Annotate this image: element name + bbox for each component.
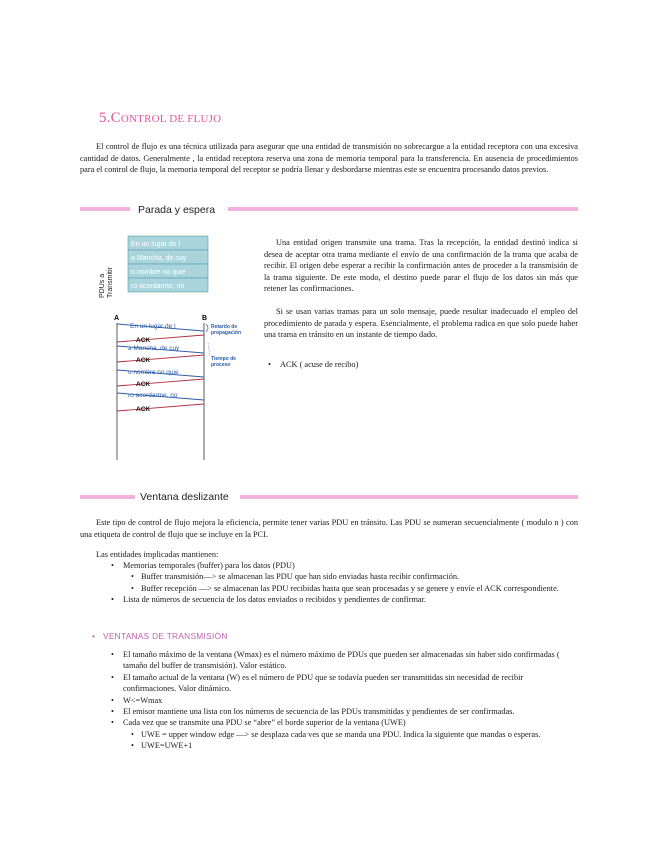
stack-item: a Mancha, de cuy — [131, 255, 187, 262]
list-item: • Lista de números de secuencia de los datos enviados o recibidos y pendientes de confirmar. — [111, 595, 426, 605]
ventanas-heading: • VENTANAS DE TRANSMISIÓN — [92, 631, 228, 641]
parada-paragraph-1: Una entidad origen transmite una trama. Tras la recepción, la entidad destinó indica si desea de aceptar otra trama mediante el envío de una confirmación de la trama que acaba de recibir. El origen debe esperar a recibir la confirmación antes de proceder a la transmisión de la trama siguiente. De este modo, el destino puede parar el flujo de los datos sin más que retener las confirmaciones. — [264, 238, 578, 294]
parada-paragraph-2: Si se usan varias tramas para un solo mensaje, puede resultar inadecuado el empleo del procedimiento de parada y espera. Esencialmente, el problema radica en que solo puede haber una trama en tránsito en un instante de tiempo dado. — [264, 307, 578, 340]
list-item: • Buffer transmisión—> se almacenan las PDU que han sido enviadas hasta recibir confirmación. — [131, 572, 460, 582]
delay-label: propagación — [211, 330, 242, 336]
bullet-icon: • — [268, 360, 271, 369]
ack-arrow — [117, 404, 204, 413]
frame-arrow — [117, 345, 204, 353]
svg-text:o nombre no quie: o nombre no quie — [128, 369, 179, 376]
list-item: • Memorias temporales (buffer) para los datos (PDU) — [111, 561, 295, 570]
ack-arrow — [117, 355, 204, 364]
page-title: 5.CONTROL DE FLUJO — [99, 110, 222, 126]
svg-text:ACK: ACK — [136, 357, 151, 364]
list-item: • El tamaño actual de la ventana (W) es el número de PDU que se todavía pueden ser transmitidas sin necesidad de recibir confirmaciones. Valor dinámico. — [111, 672, 524, 694]
list-item: • El tamaño máximo de la ventana (Wmax) es el número máximo de PDUs que pueden ser almacenadas sin haber sido confirmadas ( tamaño del buffer de transmisión). Valor estático. — [111, 650, 560, 671]
frame-arrow — [117, 392, 204, 400]
stack-label-1: PDUs a — [99, 273, 106, 298]
list-item: • Buffer recepción —> se almacenan las PDU recibidas hasta que sean procesadas y se genere y envíe el ACK correspondiente. — [131, 583, 559, 593]
list-intro: Las entidades implicadas mantienen: — [96, 550, 219, 559]
frame-arrow — [117, 323, 204, 331]
node-a: A — [114, 315, 120, 322]
stack-label-2: Transmitir — [107, 267, 114, 298]
section-divider-right — [240, 495, 578, 499]
list-item: • El emisor mantiene una lista con los números de secuencia de las PDUs transmitidas y pendientes de ser confirmadas. — [111, 707, 515, 717]
list-item: • Cada vez que se transmite una PDU se “abre” el borde superior de la ventana (UWE) — [111, 718, 406, 728]
stack-item: ro acordarme, no — [131, 283, 185, 290]
pdu-stack — [128, 236, 208, 292]
ventana-paragraph: Este tipo de control de flujo mejora la eficiencia, permite tener varias PDU en tránsito. Las PDU se numeran secuencialmente ( modulo n ) con una etiqueta de control de flujo que se incluye en la PCI. — [80, 518, 578, 539]
section-title-ventana: Ventana deslizante — [140, 491, 229, 503]
svg-text:ACK: ACK — [136, 337, 151, 344]
list-item: • UWE=UWE+1 — [131, 741, 193, 751]
stack-item: o nombre no quie — [131, 269, 186, 276]
proc-label: Tiempo de — [211, 356, 236, 362]
stop-and-wait-diagram — [94, 228, 244, 468]
proc-label: proceso — [211, 362, 231, 368]
ack-arrow — [117, 379, 204, 388]
node-b: B — [202, 315, 208, 322]
ack-bullet: • ACK ( acuse de recibo) — [268, 360, 359, 369]
section-divider-left — [80, 207, 130, 211]
entities-list — [111, 560, 578, 606]
svg-text:a Mancha, de cuy: a Mancha, de cuy — [128, 345, 180, 352]
section-divider-right — [228, 207, 578, 211]
delay-label: Retardo de — [211, 324, 238, 330]
svg-text:ACK: ACK — [136, 406, 151, 413]
list-item: • UWE = upper window edge —> se desplaza cada ves que se manda una PDU. Indica la siguiente que mandas o esperas. — [131, 729, 541, 739]
frame-arrow — [117, 369, 204, 377]
svg-text:En un lugar de l: En un lugar de l — [130, 323, 176, 330]
ventanas-list — [111, 649, 578, 752]
svg-text:ACK: ACK — [136, 381, 151, 388]
section-title-parada: Parada y espera — [138, 204, 216, 216]
intro-paragraph: El control de flujo es una técnica utilizada para asegurar que una entidad de transmisión no sobrecargue a la entidad receptora con una excesiva cantidad de datos. Generalmente , la entidad receptora reserva una zona de memoria temporal para la transferencia. En ausencia de procedimientos para el control de flujo, la memoria temporal del receptor se podría llenar y desbordarse mientras este se encuentra procesando datos previos. — [80, 142, 578, 175]
section-divider-left — [80, 495, 135, 499]
svg-text:ro acordarme, no: ro acordarme, no — [128, 392, 178, 399]
ack-arrow — [117, 335, 204, 344]
list-item: • W<=Wmax — [111, 695, 163, 705]
stack-item: En un lugar de l — [131, 241, 181, 248]
